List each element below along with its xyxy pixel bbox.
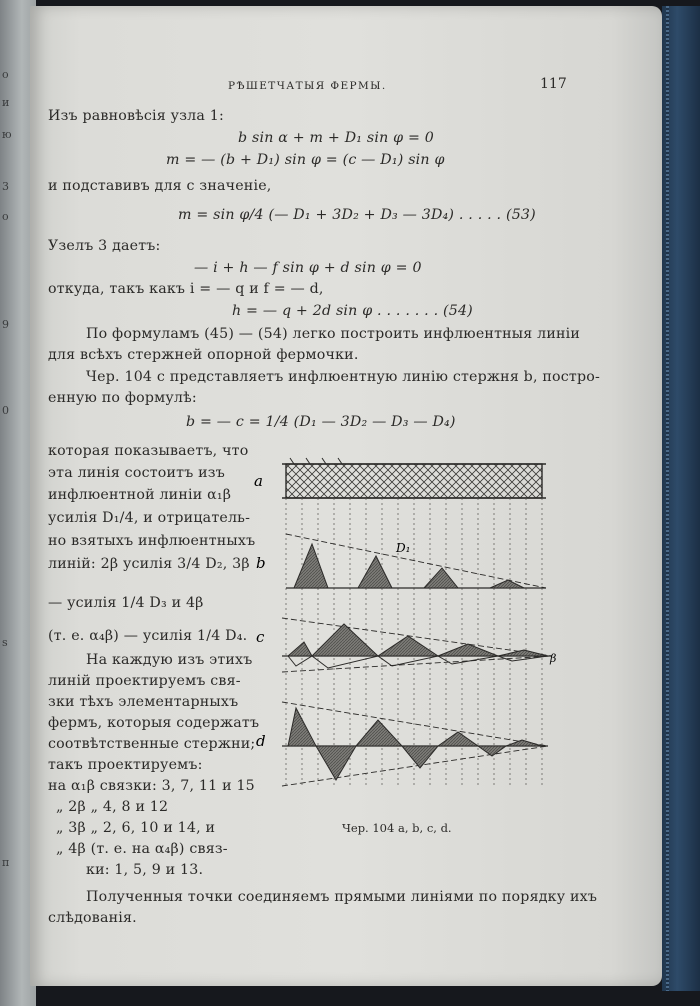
column-line: На каждую изъ этихъ [86, 652, 253, 668]
column-line: эта линія состоитъ изъ [48, 465, 225, 481]
running-header: РѢШЕТЧАТЫЯ ФЕРМЫ. [228, 80, 387, 92]
column-line: линій проектируемъ свя- [48, 673, 241, 689]
column-line: инфлюентной линіи α₁β [48, 487, 232, 503]
column-line: „ 4β (т. е. на α₄β) связ- [56, 841, 228, 857]
body-line: По формуламъ (45) — (54) легко построить инфлюентныя линіи [86, 326, 581, 342]
left-page-fragment: ю [2, 128, 12, 141]
influence-line-c [282, 618, 552, 672]
column-line: ки: 1, 5, 9 и 13. [86, 862, 204, 878]
column-line: соотвѣтственные стержни; [48, 736, 256, 752]
body-line: Изъ равновѣсія узла 1: [48, 108, 224, 124]
column-line: усилія D₁/4, и отрицатель- [48, 510, 251, 526]
column-line: зки тѣхъ элементарныхъ [48, 694, 239, 710]
influence-line-figure [252, 446, 568, 800]
body-line: Полученныя точки соединяемъ прямыми линіями по порядку ихъ [86, 889, 598, 905]
left-page-fragment: 0 [2, 404, 9, 417]
equation-line: b = — c = 1/4 (D₁ — 3D₂ — D₃ — D₄) [186, 414, 456, 430]
column-line: (т. е. α₄β) — усилія 1/4 D₄. [48, 628, 248, 644]
panel-label-c: c [256, 628, 265, 646]
left-page-fragment: п [2, 856, 10, 869]
column-line: — усилія 1/4 D₃ и 4β [48, 595, 204, 611]
body-line: слѣдованія. [48, 910, 137, 926]
column-line: „ 3β „ 2, 6, 10 и 14, и [56, 820, 216, 836]
left-page-fragment: о [2, 68, 9, 81]
left-page-fragment: и [2, 96, 10, 109]
equation-line: m = — (b + D₁) sin φ = (c — D₁) sin φ [166, 152, 445, 168]
body-line: и подставивъ для c значеніе, [48, 178, 272, 194]
left-page-fragment: 3 [2, 180, 9, 193]
left-page-fragment: s [2, 636, 8, 649]
column-line: на α₁β связки: 3, 7, 11 и 15 [48, 778, 255, 794]
body-line: Узелъ 3 даетъ: [48, 238, 161, 254]
column-line: „ 2β „ 4, 8 и 12 [56, 799, 169, 815]
body-line: Чер. 104 c представляетъ инфлюентную линію стержня b, постро- [86, 369, 600, 385]
equation-line: h = — q + 2d sin φ . . . . . . . (54) [232, 303, 473, 319]
figure-caption: Чер. 104 a, b, c, d. [342, 821, 452, 835]
body-line: откуда, такъ какъ i = — q и f = — d, [48, 281, 324, 297]
body-line: для всѣхъ стержней опорной фермочки. [48, 347, 359, 363]
equation-line: b sin α + m + D₁ sin φ = 0 [238, 130, 435, 146]
page-number: 117 [540, 76, 567, 92]
column-line: но взятыхъ инфлюентныхъ [48, 533, 256, 549]
beta-label: β [550, 652, 557, 665]
book-spine [662, 6, 700, 991]
d1-label: D₁ [396, 541, 411, 555]
truss-diagram [282, 458, 546, 498]
left-page-fragment: 9 [2, 318, 9, 331]
influence-line-d [282, 702, 548, 786]
left-page-fragment: о [2, 210, 9, 223]
panel-label-d: d [256, 732, 266, 750]
column-line: такъ проектируемъ: [48, 757, 203, 773]
influence-line-b [286, 534, 546, 588]
equation-line: m = sin φ/4 (— D₁ + 3D₂ + D₃ — 3D₄) . . . . . (53) [178, 207, 536, 223]
equation-line: — i + h — f sin φ + d sin φ = 0 [194, 260, 422, 276]
column-line: которая показываетъ, что [48, 443, 249, 459]
column-line: линій: 2β усилія 3/4 D₂, 3β [48, 556, 250, 572]
panel-label-b: b [256, 554, 266, 572]
column-line: фермъ, которыя содержатъ [48, 715, 260, 731]
body-line: енную по формулѣ: [48, 390, 197, 406]
panel-label-a: a [254, 472, 263, 490]
